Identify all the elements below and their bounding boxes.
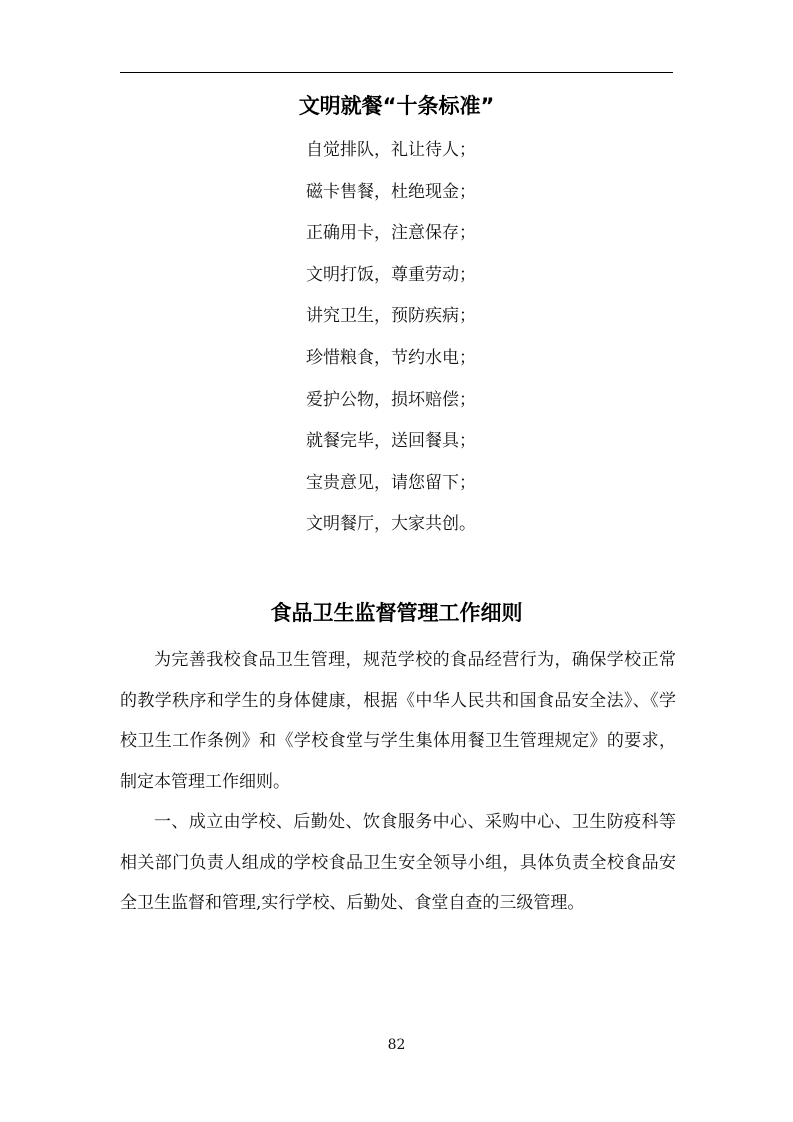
list-item: 文明餐厅，大家共创。	[306, 514, 476, 535]
paragraph-intro: 为完善我校食品卫生管理，规范学校的食品经营行为，确保学校正常的教学秩序和学生的身体健康，根据《中华人民共和国食品安全法》、《学校卫生工作条例》和《学校食堂与学生集体用餐卫生管理规定》的要求，制定本管理工作细则。	[120, 650, 676, 792]
list-item: 自觉排队，礼让待人；	[306, 140, 476, 160]
section-title-dining-standards: 文明就餐“十条标准”	[298, 94, 495, 118]
page-number: 82	[387, 1037, 406, 1053]
header-rule	[120, 72, 673, 73]
list-item: 讲究卫生，预防疾病；	[306, 306, 476, 327]
list-item: 正确用卡，注意保存；	[306, 223, 476, 244]
list-item: 宝贵意见，请您留下；	[306, 472, 476, 493]
list-item: 文明打饭，尊重劳动；	[306, 264, 476, 285]
list-item: 就餐完毕，送回餐具；	[306, 431, 476, 452]
list-item: 爱护公物，损坏赔偿；	[306, 389, 476, 410]
dining-standards-list	[306, 137, 476, 553]
section-title-food-hygiene: 食品卫生监督管理工作细则	[270, 601, 523, 625]
paragraph-item-one: 一、成立由学校、后勤处、饮食服务中心、采购中心、卫生防疫科等相关部门负责人组成的学校食品卫生安全领导小组，具体负责全校食品安全卫生监督和管理,实行学校、后勤处、食堂自查的三级管理。	[120, 812, 676, 913]
list-item: 珍惜粮食，节约水电；	[306, 347, 476, 368]
list-item: 磁卡售餐，杜绝现金；	[306, 181, 476, 202]
